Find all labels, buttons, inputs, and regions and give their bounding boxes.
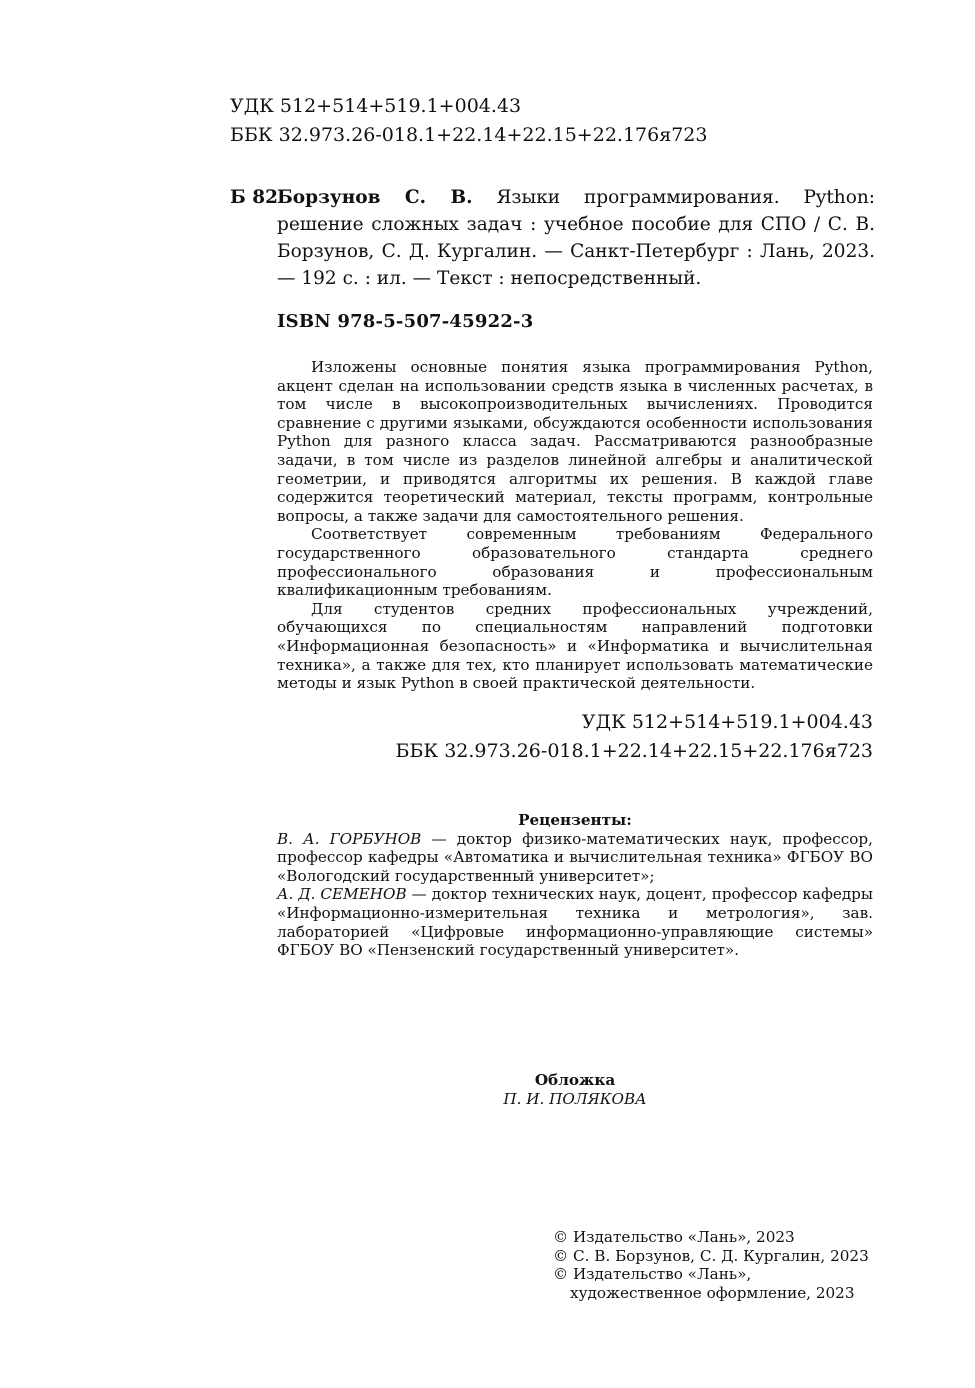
reviewer-name: В. А. ГОРБУНОВ xyxy=(277,829,422,848)
annotation-paragraph: Для студентов средних профессиональных учреждений, обучающихся по специальностям направлений подготовки «Информационная безопасность» и «Информатика и вычислительная техника», а также для тех, кто планирует использовать математические методы и язык Python в своей практической деятельности. xyxy=(277,599,873,693)
copyright-block xyxy=(553,1228,869,1302)
reviewers-heading: Рецензенты: xyxy=(518,811,632,829)
cover-label: Обложка xyxy=(534,1071,616,1089)
annotation-paragraph: Изложены основные понятия языка программирования Python, акцент сделан на использовании средств языка в численных расчетах, в том числе в высокопроизводительных вычислениях. Проводится сравнение с другими языками, обсуждаются особенности использования Python для разного класса задач. Рассматриваются разнообразные задачи, в том числе из разделов линейной алгебры и аналитической геометрии, и приводятся алгоритмы их решения. В каждой главе содержится теоретический материал, тексты программ, контрольные вопросы, а также задачи для самостоятельного решения. xyxy=(277,358,873,525)
annotation xyxy=(277,358,873,693)
copyright-line: © Издательство «Лань», xyxy=(553,1265,752,1284)
author-name: Борзунов С. В. xyxy=(277,187,473,208)
reviewer-entry xyxy=(277,885,873,959)
annotation-paragraph: Соответствует современным требованиям Федерального государственного образовательного стандарта среднего профессионального образования и профессиональным квалификационным требованиям. xyxy=(277,525,873,600)
bbk-code: ББК 32.973.26-018.1+22.14+22.15+22.176я723 xyxy=(230,124,708,146)
description-text: Языки программирования. Python: решение сложных задач : учебное пособие для СПО / С. В. Борзунов, С. Д. Кургалин. — Санкт-Петербург : Лань, 2023. — 192 с. : ил. — Текст : непосредственный. xyxy=(277,187,875,289)
reviewer-name: А. Д. СЕМЕНОВ xyxy=(277,885,407,904)
bibliographic-record xyxy=(230,184,875,292)
classification-top xyxy=(230,92,707,150)
reviewers xyxy=(277,811,873,960)
classification-bottom xyxy=(396,708,873,766)
copyright-line: художественное оформление, 2023 xyxy=(570,1283,855,1302)
bibliographic-description xyxy=(277,184,875,292)
cover-designer: П. И. ПОЛЯКОВА xyxy=(503,1089,647,1108)
bbk-code: ББК 32.973.26-018.1+22.14+22.15+22.176я723 xyxy=(395,740,873,762)
reviewer-details: — доктор технических наук, доцент, профессор кафедры «Информационно-измерительная техника и метрология», зав. лабораторией «Цифровые информационно-управляющие системы» ФГБОУ ВО «Пензенский государственный университет». xyxy=(277,885,873,960)
cover-credit xyxy=(475,1071,675,1108)
reviewer-entry xyxy=(277,830,873,886)
reviewer-details: — доктор физико-математических наук, профессор, профессор кафедры «Автоматика и вычислительная техника» ФГБОУ ВО «Вологодский государственный университет»; xyxy=(277,829,873,885)
copyright-line: © Издательство «Лань», 2023 xyxy=(553,1228,795,1246)
udk-code: УДК 512+514+519.1+004.43 xyxy=(230,95,522,117)
isbn: ISBN 978-5-507-45922-3 xyxy=(277,311,534,332)
copyright-line: © С. В. Борзунов, С. Д. Кургалин, 2023 xyxy=(553,1246,869,1265)
udk-code: УДК 512+514+519.1+004.43 xyxy=(581,711,873,733)
author-mark: Б 82 xyxy=(230,187,278,208)
